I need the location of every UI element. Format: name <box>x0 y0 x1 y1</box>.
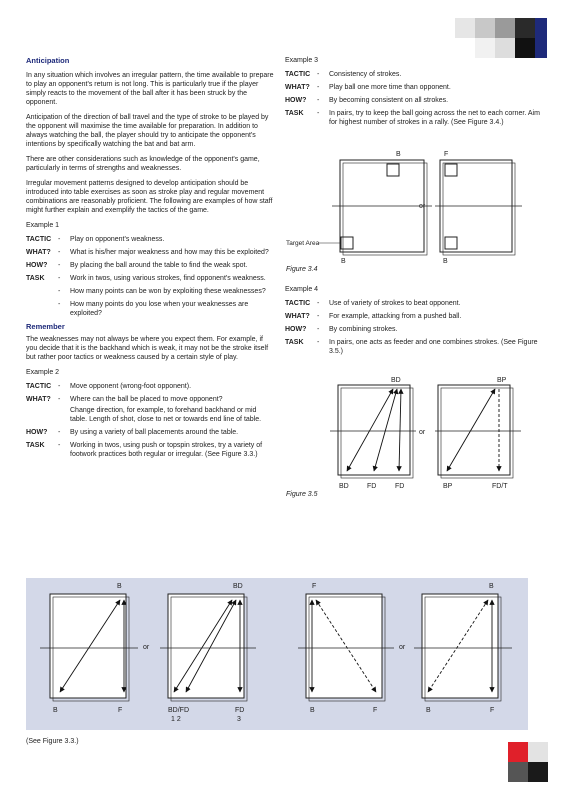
row-label: TACTIC <box>285 300 311 307</box>
fig33-label: BD <box>233 583 243 590</box>
row-label: HOW? <box>26 429 48 436</box>
paragraph: In any situation which involves an irregular pattern, the time available to prepare to play an opponent's return is not long. This is particularly true if the player simply reacts to the movement of the ball after it has been struck by the opponent. <box>26 72 274 106</box>
row-text: Use of variety of strokes to beat opponent. <box>329 300 461 307</box>
fig35-top-left-label: BD <box>391 377 401 384</box>
fig33-number: 1 2 <box>171 716 181 723</box>
fig35-or-label: or <box>419 429 426 436</box>
row-text: What is his/her major weakness and how may this be exploited? <box>70 249 269 256</box>
anticipation-heading: Anticipation <box>26 56 70 65</box>
fig33-label: B <box>53 707 58 714</box>
fig35-top-right-label: BP <box>497 377 507 384</box>
decorative-squares-top <box>455 18 555 58</box>
what-row: WHAT? - Where can the ball be placed to move opponent? <box>26 395 274 404</box>
task-row: TASK - In pairs, try to keep the ball going across the net to each corner. Aim for highest number of strokes in a rally. (See Figure 3.4.) <box>285 109 543 127</box>
row-label: TACTIC <box>285 71 311 78</box>
fig33-or-label: or <box>399 644 406 651</box>
how-row: HOW? - By combining strokes. <box>285 325 543 334</box>
row-text: By using a variety of ball placements around the table. <box>70 429 239 436</box>
tactic-row: TACTIC - Consistency of strokes. <box>285 70 543 79</box>
task-row: TASK - In pairs, one acts as feeder and one combines strokes. (See Figure 3.5.) <box>285 338 543 356</box>
row-label: TASK <box>26 442 45 449</box>
row-text: Play ball one more time than opponent. <box>329 84 451 91</box>
sub-text: How many points can be won by exploiting these weaknesses? <box>70 288 266 295</box>
row-text: Working in twos, using push or topspin strokes, try a variety of footwork practices both regular or irregular. (See Figure 3.3.) <box>70 442 263 458</box>
task-row: TASK - Working in twos, using push or topspin strokes, try a variety of footwork practices both regular or irregular. (See Figure 3.3.) <box>26 441 274 459</box>
row-label: TACTIC <box>26 383 52 390</box>
row-label: WHAT? <box>285 313 310 320</box>
fig33-label: FD <box>235 707 245 714</box>
fig35-bottom-label: FD <box>395 483 405 490</box>
row-label: WHAT? <box>26 396 51 403</box>
fig33-label: F <box>118 707 123 714</box>
fig35-bottom-label: FD <box>367 483 377 490</box>
paragraph: Irregular movement patterns designed to develop anticipation should be introduced into table exercises as soon as stroke play and regular movement combinations are reasonably proficient. The following are examples of how staff might further explain and exemplify the tactics of the game. <box>26 180 273 214</box>
fig34-top-left-label: B <box>396 151 401 158</box>
row-label: HOW? <box>285 326 307 333</box>
example-2-title: Example 2 <box>26 369 60 376</box>
row-text: Move opponent (wrong-foot opponent). <box>70 383 192 390</box>
row-label: HOW? <box>285 97 307 104</box>
how-row: HOW? - By placing the ball around the table to find the weak spot. <box>26 261 274 270</box>
row-text: In pairs, try to keep the ball going across the net to each corner. Aim for highest number of strokes in a rally. (See Figure 3.4.) <box>329 110 540 126</box>
row-label: TASK <box>26 275 45 282</box>
example-3-title: Example 3 <box>285 57 319 64</box>
right-column <box>285 56 543 131</box>
fig34-bottom-right-label: B <box>443 258 448 265</box>
example-1-title: Example 1 <box>26 222 60 229</box>
row-label: WHAT? <box>26 249 51 256</box>
example-4-title: Example 4 <box>285 286 319 293</box>
row-text: By becoming consistent on all strokes. <box>329 97 449 104</box>
paragraph: There are other considerations such as knowledge of the opponent's game, particularly in terms of strengths and weaknesses. <box>26 156 260 172</box>
fig33-label: F <box>373 707 378 714</box>
row-text: For example, attacking from a pushed ball. <box>329 313 462 320</box>
remember-heading: Remember <box>26 322 65 331</box>
task-sub-row: - How many points do you lose when your weaknesses are exploited? <box>58 300 274 318</box>
row-text: In pairs, one acts as feeder and one combines strokes. (See Figure 3.5.) <box>329 339 538 355</box>
fig34-diagram <box>285 158 525 258</box>
what-row: WHAT? - What is his/her major weakness and how may this be exploited? <box>26 248 274 257</box>
tactic-row: TACTIC - Move opponent (wrong-foot opponent). <box>26 382 274 391</box>
fig34-caption: Figure 3.4 <box>286 266 318 273</box>
task-sub-row: - How many points can be won by exploiting these weaknesses? <box>58 287 274 296</box>
remember-text: The weaknesses may not always be where you expect them. For example, if you decide that it is the backhand which is weak, it may not be the stroke itself but rather poor tactics or weakness caused by a certain style of play. <box>26 336 269 361</box>
tactic-row: TACTIC - Play on opponent's weakness. <box>26 235 274 244</box>
fig35-bottom-label: BP <box>443 483 453 490</box>
row-label: TASK <box>285 339 304 346</box>
fig33-label: BD/FD <box>168 707 189 714</box>
how-row: HOW? - By becoming consistent on all strokes. <box>285 96 543 105</box>
fig35-bottom-label: FD/T <box>492 483 508 490</box>
row-label: TASK <box>285 110 304 117</box>
row-text: By placing the ball around the table to find the weak spot. <box>70 262 248 269</box>
tactic-row: TACTIC - Use of variety of strokes to beat opponent. <box>285 299 543 308</box>
fig33-label: F <box>312 583 317 590</box>
task-row: TASK - Work in twos, using various strokes, find opponent's weakness. <box>26 274 274 283</box>
what-row: WHAT? - For example, attacking from a pushed ball. <box>285 312 543 321</box>
fig33-label: F <box>490 707 495 714</box>
row-text: Play on opponent's weakness. <box>70 236 165 243</box>
fig33-label: B <box>489 583 494 590</box>
fig35-caption: Figure 3.5 <box>286 491 318 498</box>
row-text: Consistency of strokes. <box>329 71 402 78</box>
what-row: WHAT? - Play ball one more time than opponent. <box>285 83 543 92</box>
fig33-label: B <box>117 583 122 590</box>
paragraph: Anticipation of the direction of ball travel and the type of stroke to be played by the opponent will maximise the time available for preparation. In addition to always watching the ball, the player should try to anticipate the opponent's intentions by specifically watching the bat and bat arm. <box>26 114 269 148</box>
fig35-bottom-label: BD <box>339 483 349 490</box>
row-label: HOW? <box>26 262 48 269</box>
row-text: Work in twos, using various strokes, find opponent's weakness. <box>70 275 266 282</box>
fig34-top-right-label: F <box>444 151 449 158</box>
fig33-or-label: or <box>143 644 150 651</box>
fig33-caption: (See Figure 3.3.) <box>26 738 79 745</box>
row-label: TACTIC <box>26 236 52 243</box>
row-label: WHAT? <box>285 84 310 91</box>
fig33-number: 3 <box>237 716 241 723</box>
fig34-or-label: or <box>419 203 426 210</box>
decorative-squares-bottom <box>508 742 548 782</box>
fig33-label: B <box>310 707 315 714</box>
sub-text: How many points do you lose when your weaknesses are exploited? <box>70 301 249 317</box>
fig33-label: B <box>426 707 431 714</box>
fig34-target-area-label: Target Area <box>286 240 320 247</box>
fig35-diagram <box>285 383 545 483</box>
row-text: Where can the ball be placed to move opponent? <box>70 396 223 403</box>
left-column <box>26 56 274 463</box>
fig33-diagram <box>26 590 528 710</box>
how-row: HOW? - By using a variety of ball placements around the table. <box>26 428 274 437</box>
what-sub-text: Change direction, for example, to forehand backhand or mid table. Length of shot, close to net or towards end line of table. <box>70 407 262 423</box>
fig34-bottom-left-label: B <box>341 258 346 265</box>
row-text: By combining strokes. <box>329 326 398 333</box>
example-4 <box>285 285 543 360</box>
